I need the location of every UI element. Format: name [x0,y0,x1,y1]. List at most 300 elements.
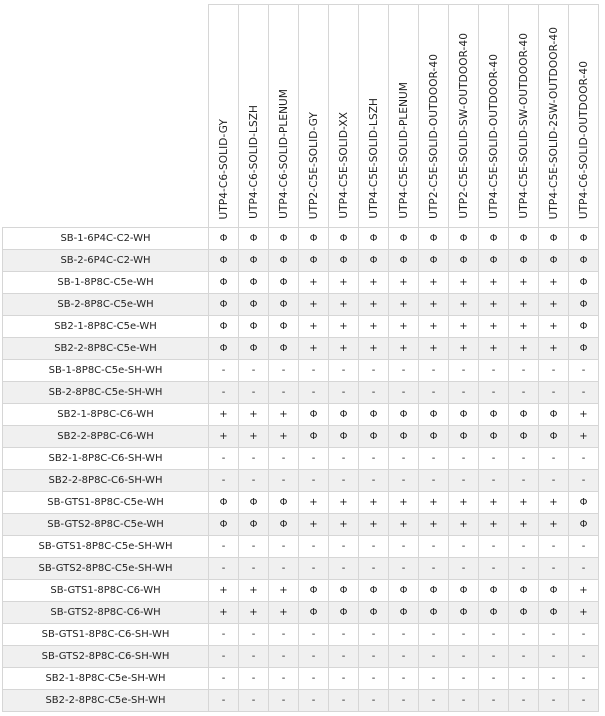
compatibility-cell: Φ [239,294,269,316]
compatibility-cell: - [419,668,449,690]
column-header-label: UTP4-C5E-SOLID-SW-OUTDOOR-40 [517,33,530,219]
compatibility-cell: Φ [449,602,479,624]
compatibility-cell: Φ [329,602,359,624]
compatibility-cell: - [389,536,419,558]
column-header [299,5,329,228]
compatibility-cell: - [329,382,359,404]
table-row [3,382,599,404]
compatibility-cell: Φ [509,580,539,602]
compatibility-cell: - [479,690,509,712]
compatibility-cell: - [569,536,599,558]
compatibility-cell: Φ [359,580,389,602]
compatibility-cell: + [239,404,269,426]
compatibility-cell: + [539,338,569,360]
table-row [3,536,599,558]
row-label: SB-2-8P8C-C5e-SH-WH [3,382,209,404]
column-header [329,5,359,228]
compatibility-cell: - [209,558,239,580]
compatibility-cell: Φ [209,228,239,250]
compatibility-cell: Φ [239,492,269,514]
table-row [3,514,599,536]
compatibility-cell: - [569,690,599,712]
compatibility-cell: - [509,382,539,404]
compatibility-cell: - [299,690,329,712]
compatibility-cell: Φ [509,426,539,448]
compatibility-cell: + [449,272,479,294]
compatibility-cell: - [509,360,539,382]
compatibility-cell: Φ [569,514,599,536]
table-row [3,470,599,492]
compatibility-cell: - [239,470,269,492]
compatibility-cell: - [569,668,599,690]
compatibility-cell: - [299,382,329,404]
compatibility-cell: - [239,360,269,382]
table-row [3,646,599,668]
compatibility-cell: - [329,646,359,668]
compatibility-cell: Φ [239,272,269,294]
compatibility-cell: Φ [449,426,479,448]
compatibility-cell: + [269,580,299,602]
compatibility-cell: Φ [539,404,569,426]
compatibility-cell: + [389,338,419,360]
compatibility-cell: - [509,470,539,492]
compatibility-cell: - [539,690,569,712]
compatibility-cell: - [329,690,359,712]
compatibility-cell: - [449,536,479,558]
column-header-label: UTP4-C6-SOLID-LSZH [247,105,260,219]
compatibility-cell: + [299,272,329,294]
compatibility-matrix [2,4,599,712]
compatibility-cell: Φ [419,228,449,250]
compatibility-cell: Φ [509,602,539,624]
row-label: SB-GTS1-8P8C-C6-WH [3,580,209,602]
compatibility-cell: Φ [209,272,239,294]
compatibility-cell: Φ [539,602,569,624]
compatibility-cell: + [419,272,449,294]
column-header [449,5,479,228]
compatibility-cell: + [569,602,599,624]
compatibility-cell: - [359,360,389,382]
compatibility-cell: + [449,492,479,514]
compatibility-cell: - [389,668,419,690]
compatibility-cell: Φ [329,426,359,448]
compatibility-cell: - [479,668,509,690]
column-header-label: UTP2-C5E-SOLID-GY [307,111,320,219]
compatibility-cell: - [419,646,449,668]
column-header [359,5,389,228]
compatibility-cell: - [569,624,599,646]
table-row [3,492,599,514]
row-label: SB-GTS1-8P8C-C6-SH-WH [3,624,209,646]
compatibility-cell: + [509,514,539,536]
row-label: SB2-1-8P8C-C5e-WH [3,316,209,338]
compatibility-cell: Φ [299,426,329,448]
compatibility-cell: - [389,558,419,580]
row-label: SB2-1-8P8C-C6-WH [3,404,209,426]
matrix-body [3,228,599,712]
table-row [3,448,599,470]
compatibility-cell: Φ [539,426,569,448]
compatibility-cell: - [419,470,449,492]
compatibility-cell: - [239,624,269,646]
compatibility-cell: - [479,536,509,558]
compatibility-cell: + [419,338,449,360]
compatibility-cell: - [359,382,389,404]
compatibility-cell: Φ [209,250,239,272]
compatibility-cell: Φ [269,514,299,536]
compatibility-cell: - [359,470,389,492]
compatibility-cell: Φ [269,228,299,250]
compatibility-cell: Φ [569,250,599,272]
compatibility-cell: - [299,360,329,382]
table-row [3,668,599,690]
compatibility-table-container [2,4,599,712]
compatibility-cell: - [509,448,539,470]
compatibility-cell: Φ [239,228,269,250]
compatibility-cell: Φ [539,580,569,602]
compatibility-cell: - [419,690,449,712]
row-label: SB-GTS2-8P8C-C5e-SH-WH [3,558,209,580]
compatibility-cell: - [359,646,389,668]
compatibility-cell: - [269,470,299,492]
compatibility-cell: Φ [479,250,509,272]
corner-cell [3,5,209,228]
compatibility-cell: - [359,448,389,470]
compatibility-cell: - [389,360,419,382]
row-label: SB2-1-8P8C-C6-SH-WH [3,448,209,470]
compatibility-cell: + [509,272,539,294]
compatibility-cell: Φ [299,228,329,250]
compatibility-cell: Φ [299,580,329,602]
compatibility-cell: - [389,382,419,404]
column-header [569,5,599,228]
table-row [3,250,599,272]
compatibility-cell: Φ [389,426,419,448]
compatibility-cell: - [209,668,239,690]
column-header-label: UTP4-C6-SOLID-GY [217,118,230,219]
compatibility-cell: Φ [569,228,599,250]
compatibility-cell: Φ [389,602,419,624]
compatibility-cell: + [239,426,269,448]
row-label: SB-1-6P4C-C2-WH [3,228,209,250]
compatibility-cell: + [449,294,479,316]
row-label: SB2-2-8P8C-C6-SH-WH [3,470,209,492]
compatibility-cell: + [269,602,299,624]
compatibility-cell: - [419,536,449,558]
table-row [3,404,599,426]
compatibility-cell: + [479,338,509,360]
compatibility-cell: Φ [419,580,449,602]
compatibility-cell: - [359,624,389,646]
compatibility-cell: + [299,294,329,316]
compatibility-cell: + [539,492,569,514]
compatibility-cell: + [389,316,419,338]
compatibility-cell: - [509,690,539,712]
compatibility-cell: - [299,448,329,470]
compatibility-cell: + [449,316,479,338]
compatibility-cell: + [239,602,269,624]
compatibility-cell: - [449,668,479,690]
compatibility-cell: Φ [509,250,539,272]
compatibility-cell: + [329,514,359,536]
compatibility-cell: - [359,558,389,580]
compatibility-cell: Φ [299,404,329,426]
compatibility-cell: - [539,536,569,558]
compatibility-cell: Φ [449,228,479,250]
compatibility-cell: - [449,448,479,470]
compatibility-cell: + [509,492,539,514]
compatibility-cell: - [419,382,449,404]
row-label: SB-1-8P8C-C5e-WH [3,272,209,294]
compatibility-cell: - [539,448,569,470]
compatibility-cell: - [569,646,599,668]
column-header [509,5,539,228]
compatibility-cell: + [509,338,539,360]
compatibility-cell: - [449,558,479,580]
compatibility-cell: + [419,514,449,536]
compatibility-cell: - [389,470,419,492]
row-label: SB-GTS2-8P8C-C6-SH-WH [3,646,209,668]
compatibility-cell: + [449,514,479,536]
column-header [419,5,449,228]
compatibility-cell: + [329,492,359,514]
compatibility-cell: - [299,558,329,580]
compatibility-cell: Φ [479,580,509,602]
compatibility-cell: - [269,668,299,690]
compatibility-cell: + [479,492,509,514]
compatibility-cell: - [479,624,509,646]
compatibility-cell: - [449,360,479,382]
compatibility-cell: Φ [569,294,599,316]
compatibility-cell: Φ [509,404,539,426]
table-row [3,558,599,580]
compatibility-cell: Φ [389,404,419,426]
compatibility-cell: Φ [209,338,239,360]
compatibility-cell: Φ [449,250,479,272]
compatibility-cell: - [299,536,329,558]
compatibility-cell: Φ [329,580,359,602]
table-row [3,580,599,602]
compatibility-cell: Φ [209,294,239,316]
compatibility-cell: Φ [269,272,299,294]
compatibility-cell: Φ [569,492,599,514]
column-header-label: UTP4-C5E-SOLID-PLENUM [397,82,410,219]
compatibility-cell: + [209,404,239,426]
compatibility-cell: + [269,404,299,426]
compatibility-cell: - [269,536,299,558]
compatibility-cell: Φ [329,404,359,426]
row-label: SB2-2-8P8C-C5e-WH [3,338,209,360]
compatibility-cell: Φ [479,228,509,250]
compatibility-cell: Φ [389,228,419,250]
compatibility-cell: + [359,338,389,360]
compatibility-cell: - [449,624,479,646]
compatibility-cell: + [479,272,509,294]
compatibility-cell: - [299,668,329,690]
compatibility-cell: - [209,360,239,382]
compatibility-cell: - [239,668,269,690]
compatibility-cell: Φ [449,404,479,426]
compatibility-cell: - [329,360,359,382]
compatibility-cell: + [569,426,599,448]
compatibility-cell: - [479,360,509,382]
row-label: SB2-1-8P8C-C5e-SH-WH [3,668,209,690]
compatibility-cell: + [299,514,329,536]
compatibility-cell: - [419,558,449,580]
compatibility-cell: Φ [209,492,239,514]
compatibility-cell: + [389,294,419,316]
compatibility-cell: - [329,448,359,470]
compatibility-cell: Φ [509,228,539,250]
compatibility-cell: Φ [209,514,239,536]
compatibility-cell: - [269,448,299,470]
column-header [269,5,299,228]
compatibility-cell: + [269,426,299,448]
compatibility-cell: - [329,668,359,690]
compatibility-cell: Φ [329,250,359,272]
compatibility-cell: - [359,536,389,558]
table-row [3,272,599,294]
compatibility-cell: - [539,646,569,668]
compatibility-cell: + [209,426,239,448]
compatibility-cell: + [539,514,569,536]
compatibility-cell: Φ [239,514,269,536]
compatibility-cell: + [389,272,419,294]
compatibility-cell: - [449,646,479,668]
compatibility-cell: - [389,690,419,712]
compatibility-cell: - [539,382,569,404]
compatibility-cell: - [299,470,329,492]
compatibility-cell: + [479,316,509,338]
compatibility-cell: - [299,646,329,668]
compatibility-cell: Φ [299,602,329,624]
compatibility-cell: Φ [239,250,269,272]
compatibility-cell: Φ [479,602,509,624]
compatibility-cell: + [359,316,389,338]
compatibility-cell: + [419,316,449,338]
compatibility-cell: Φ [269,294,299,316]
compatibility-cell: Φ [359,228,389,250]
row-label: SB2-2-8P8C-C6-WH [3,426,209,448]
column-header-label: UTP4-C5E-SOLID-LSZH [367,98,380,219]
compatibility-cell: - [389,448,419,470]
compatibility-cell: + [539,272,569,294]
row-label: SB-GTS1-8P8C-C5e-WH [3,492,209,514]
compatibility-cell: Φ [539,250,569,272]
compatibility-cell: Φ [299,250,329,272]
compatibility-cell: - [479,470,509,492]
compatibility-cell: - [269,558,299,580]
compatibility-cell: - [239,536,269,558]
compatibility-cell: Φ [389,580,419,602]
compatibility-cell: Φ [239,316,269,338]
compatibility-cell: Φ [269,316,299,338]
compatibility-cell: - [209,624,239,646]
compatibility-cell: Φ [479,404,509,426]
compatibility-cell: + [419,294,449,316]
compatibility-cell: Φ [359,602,389,624]
table-row [3,360,599,382]
compatibility-cell: - [269,646,299,668]
column-header-label: UTP4-C6-SOLID-OUTDOOR-40 [577,60,590,219]
column-header-label: UTP2-C5E-SOLID-OUTDOOR-40 [427,54,440,219]
compatibility-cell: Φ [479,426,509,448]
compatibility-cell: Φ [359,404,389,426]
compatibility-cell: Φ [419,404,449,426]
compatibility-cell: Φ [569,316,599,338]
table-row [3,426,599,448]
column-header [389,5,419,228]
row-label: SB-GTS2-8P8C-C6-WH [3,602,209,624]
compatibility-cell: + [359,272,389,294]
table-row [3,316,599,338]
compatibility-cell: - [509,624,539,646]
compatibility-cell: - [389,624,419,646]
compatibility-cell: + [359,492,389,514]
row-label: SB-GTS1-8P8C-C5e-SH-WH [3,536,209,558]
compatibility-cell: - [479,448,509,470]
table-row [3,338,599,360]
compatibility-cell: + [449,338,479,360]
compatibility-cell: Φ [539,228,569,250]
compatibility-cell: - [269,360,299,382]
compatibility-cell: + [329,294,359,316]
compatibility-cell: + [389,492,419,514]
column-header [539,5,569,228]
compatibility-cell: Φ [359,250,389,272]
compatibility-cell: + [509,294,539,316]
compatibility-cell: Φ [359,426,389,448]
compatibility-cell: - [569,470,599,492]
compatibility-cell: + [299,316,329,338]
compatibility-cell: - [239,448,269,470]
compatibility-cell: + [299,492,329,514]
table-row [3,690,599,712]
row-label: SB-GTS2-8P8C-C5e-WH [3,514,209,536]
compatibility-cell: - [239,558,269,580]
compatibility-cell: - [569,448,599,470]
compatibility-cell: - [359,668,389,690]
compatibility-cell: - [479,382,509,404]
compatibility-cell: - [269,624,299,646]
compatibility-cell: Φ [269,492,299,514]
column-header-label: UTP4-C6-SOLID-PLENUM [277,89,290,219]
compatibility-cell: - [359,690,389,712]
column-header [239,5,269,228]
compatibility-cell: + [569,404,599,426]
compatibility-cell: - [569,382,599,404]
column-header-label: UTP4-C5E-SOLID-OUTDOOR-40 [487,54,500,219]
table-row [3,294,599,316]
compatibility-cell: Φ [269,250,299,272]
compatibility-cell: - [419,448,449,470]
compatibility-cell: Φ [569,338,599,360]
compatibility-cell: Φ [419,426,449,448]
compatibility-cell: - [299,624,329,646]
compatibility-cell: - [509,668,539,690]
column-header-label: UTP2-C5E-SOLID-SW-OUTDOOR-40 [457,33,470,219]
row-label: SB-2-6P4C-C2-WH [3,250,209,272]
compatibility-cell: + [299,338,329,360]
compatibility-cell: - [239,382,269,404]
compatibility-cell: Φ [239,338,269,360]
compatibility-cell: + [389,514,419,536]
row-label: SB2-2-8P8C-C5e-SH-WH [3,690,209,712]
compatibility-cell: - [209,470,239,492]
compatibility-cell: + [209,602,239,624]
compatibility-cell: + [329,338,359,360]
table-row [3,228,599,250]
